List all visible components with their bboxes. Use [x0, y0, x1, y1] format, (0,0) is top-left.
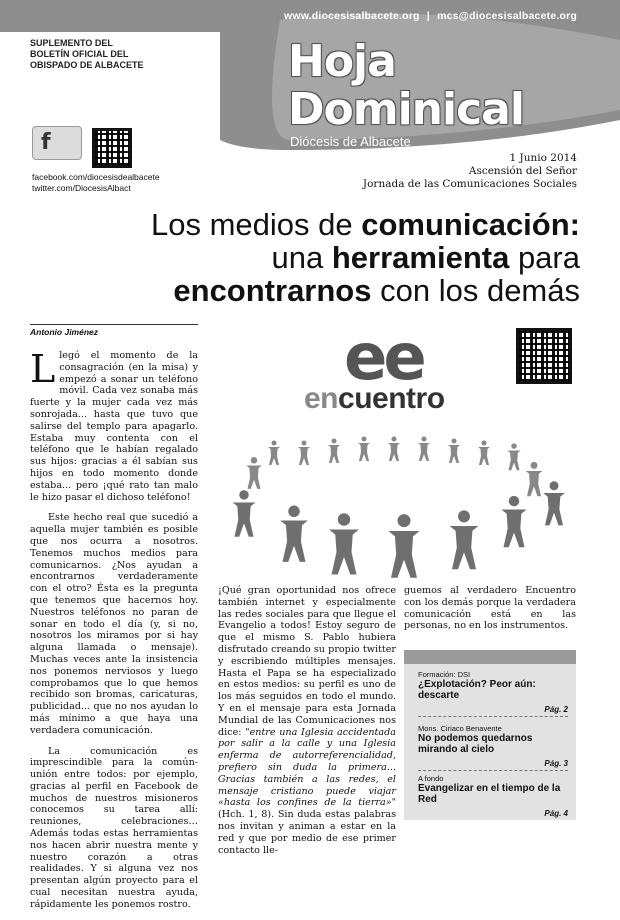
article-paragraph: La comunicación es imprescindible para la común-unión entre todos: por ejemplo, gracias al perfil en Facebook de muchos de nuestros misioneros conocemos su tarea allí: reuniones, celebraciones… Además todas estas herramientas nos hacen abrir nuestra mente y nuestro corazón a otras realidades. Y si alguna vez nos presentan algún proyecto para el cual necesitan nuestra ayuda, rápidamente les ponemos rostro. [30, 745, 198, 910]
supplement-note [30, 38, 150, 71]
index-title: ¿Explotación? Peor aún: descarte [418, 679, 536, 701]
title-line-2: Dominical [288, 84, 524, 135]
article-paragraph: Llegó el momento de la consagración (en la misa) y empezó a sonar un teléfono móvil. Cada vez sonaba más fuerte y la mujer cada vez más sonrojada... hasta que tuvo que salirse del templo para apagarlo. Estaba muy contenta con el teléfono que le habían regalado sus hijos: gracias a él sabían sus hijos en todo momento donde estaba... pero ¡qué rato tan malo le hizo pasar el dichoso teléfono! [30, 347, 198, 503]
index-item[interactable] [418, 670, 568, 717]
index-title: Evangelizar en el tiempo de la Red [418, 783, 561, 805]
qr-code-icon [516, 328, 572, 384]
article-paragraph: Este hecho real que sucedió a aquella mujer también es posible que nos ocurra a nosotros. Tenemos muchos medios para comunicarnos. ¿Nos ayudan a encontrarnos verdaderamente con el otro? Ésta es la pregunta que tenemos que hacernos hoy. Nuestros teléfonos no paran de sonar en todo el día (y, si no, nosotros los miramos por si hay alguna llamada o mensaje). Muchas veces ante la insistencia nos ponemos nerviosos y luego comprobamos que lo que hemos recibido son bromas, caricaturas, publicidad... que no nos ayudan lo más mínimo a que haya una verdadera comunicación. [30, 512, 198, 736]
site-links [284, 10, 577, 22]
contents-index [404, 650, 576, 820]
index-divider [418, 716, 568, 717]
index-title: No podemos quedarnos mirando al cielo [418, 733, 533, 755]
index-page: Pág. 2 [544, 705, 568, 714]
drop-cap: L [30, 347, 56, 391]
index-page: Pág. 3 [544, 759, 568, 768]
facebook-icon[interactable]: f [32, 126, 82, 160]
masthead [0, 0, 607, 200]
qr-code-icon [92, 128, 132, 168]
index-page: Pág. 4 [544, 809, 568, 818]
issue-date: 1 Junio 2014 [509, 152, 577, 164]
author-byline: Antonio Jiménez [30, 324, 198, 337]
occasion: Jornada de las Comunicaciones Sociales [362, 178, 577, 190]
pope-quote: "entre una Iglesia accidentada por salir a la calle y una Iglesia enferma de autorreferencialidad, prefiero sin duda la primera... Gracias también a las redes, el mensaje cristiano puede viajar «hasta los confines de la tierra»" [218, 726, 396, 809]
index-tab [404, 650, 576, 664]
index-item[interactable] [418, 724, 568, 771]
encuentro-ee-mark: ee [344, 321, 423, 395]
index-item[interactable] [418, 774, 568, 818]
headline-line-3: encontrarnos con los demás [173, 273, 580, 308]
supplement-line: BOLETÍN OFICIAL DEL [30, 49, 129, 59]
publication-title [288, 36, 524, 135]
title-line-1: Hoja [288, 36, 396, 87]
article-paragraph: guemos al verdadero Encuentro con los demás porque la verdadera comunicación está en las personas, no en los instrumentos. [404, 585, 576, 632]
index-divider [418, 770, 568, 771]
encuentro-logo [304, 321, 454, 415]
link-separator: | [426, 10, 430, 22]
twitter-link[interactable]: twitter.com/DiocesisAlbact [32, 183, 131, 193]
supplement-line: OBISPADO DE ALBACETE [30, 60, 144, 70]
facebook-link[interactable]: facebook.com/diocesisdealbacete [32, 172, 160, 182]
article-column-2 [218, 585, 396, 865]
article-column-3 [404, 585, 576, 641]
index-section: Mons. Ciriaco Benavente [418, 724, 502, 733]
people-circle-illustration [214, 412, 574, 582]
headline-line-1: Los medios de comunicación: [151, 207, 580, 242]
email-link[interactable]: mcs@diocesisalbacete.org [437, 10, 577, 22]
index-section: Formación: DSI [418, 670, 471, 679]
website-link[interactable]: www.diocesisalbacete.org [283, 10, 420, 22]
liturgical-feast: Ascensión del Señor [468, 165, 577, 177]
encuentro-wordmark: encuentro [304, 382, 445, 415]
index-section: A fondo [418, 774, 444, 783]
article-column-1 [30, 347, 198, 920]
headline [0, 208, 580, 307]
supplement-line: SUPLEMENTO DEL [30, 38, 113, 48]
headline-line-2: una herramienta para [271, 240, 580, 275]
article-paragraph: ¡Qué gran oportunidad nos ofrece también internet y especialmente las redes sociales para que llegue el Evangelio a todos! Estoy seguro de que el mismo S. Pablo hubiera disfrutado creando su propio twitter y escribiendo múltiples mensajes. Hasta el Papa se ha especializado en estos medios: su perfil es uno de los más seguidos en todo el mundo. Y en el mensaje para esta Jornada Mundial de las Comunicaciones nos dice: "entre una Iglesia accidentada por salir a la calle y una Iglesia enferma de autorreferencialidad, prefiero sin duda la primera... Gracias también a las redes, el mensaje cristiano puede viajar «hasta los confines de la tierra»" (Hch. 1, 8). Sin duda estas palabras nos invitan y animan a estar en la red y que por medio de ese primer contacto lle- [218, 585, 396, 856]
diocese-subtitle: Diócesis de Albacete [290, 134, 411, 149]
issue-date-block [363, 152, 577, 191]
social-links [32, 172, 160, 194]
